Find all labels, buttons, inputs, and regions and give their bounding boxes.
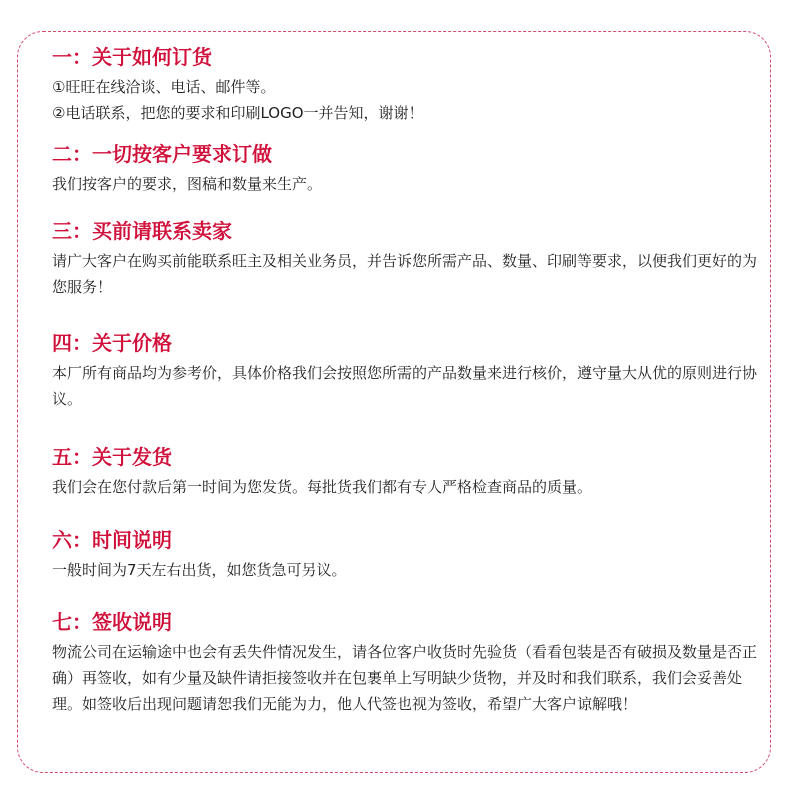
section-receipt — [52, 605, 767, 717]
section-price — [52, 326, 767, 412]
section-heading: 六：时间说明 — [52, 528, 172, 552]
section-time — [52, 523, 347, 583]
section-shipping — [52, 440, 592, 500]
section-how-to-order — [52, 40, 424, 126]
section-custom-order — [52, 137, 322, 197]
section-body: 请广大客户在购买前能联系旺主及相关业务员，并告诉您所需产品、数量、印刷等要求，以便我们更好的为您服务！ — [52, 252, 758, 296]
section-body: 我们会在您付款后第一时间为您发货。每批货我们都有专人严格检查商品的质量。 — [52, 478, 593, 496]
section-contact-seller — [52, 214, 767, 300]
section-heading: 二：一切按客户要求订做 — [52, 142, 272, 166]
section-line: ②电话联系，把您的要求和印刷LOGO一并告知，谢谢！ — [52, 104, 424, 122]
section-heading: 三：买前请联系卖家 — [52, 219, 232, 243]
section-heading: 五：关于发货 — [52, 445, 172, 469]
section-heading: 四：关于价格 — [52, 331, 172, 355]
section-body: 本厂所有商品均为参考价，具体价格我们会按照您所需的产品数量来进行核价，遵守量大从优的原则进行协议。 — [52, 364, 758, 408]
section-line: ①旺旺在线洽谈、电话、邮件等。 — [52, 78, 276, 96]
section-body: 物流公司在运输途中也会有丢失件情况发生，请各位客户收货时先验货（看看包装是否有破损及数量是否正确）再签收，如有少量及缺件请拒接签收并在包裹单上写明缺少货物，并及时和我们联系，我们会妥善处理。如签收后出现问题请恕我们无能为力，他人代签也视为签收，希望广大客户谅解哦！ — [52, 643, 758, 713]
section-heading: 一：关于如何订货 — [52, 45, 212, 69]
section-body: 我们按客户的要求，图稿和数量来生产。 — [52, 175, 323, 193]
section-body: 一般时间为7天左右出货，如您货急可另议。 — [52, 561, 347, 579]
section-heading: 七：签收说明 — [52, 610, 172, 634]
